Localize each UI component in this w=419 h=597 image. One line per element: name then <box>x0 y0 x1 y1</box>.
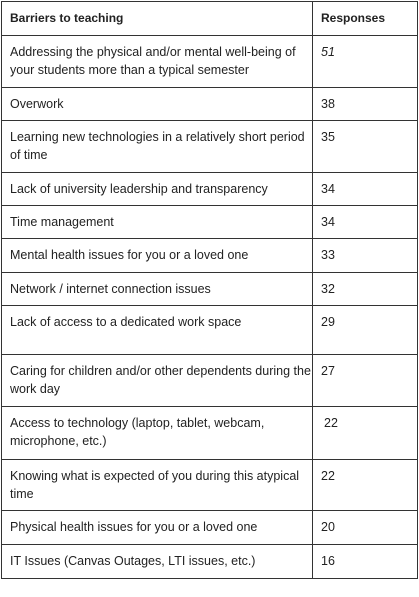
barriers-table <box>1 1 418 579</box>
responses-cell: 22 <box>313 460 418 511</box>
table-row <box>2 460 418 511</box>
barrier-cell: Physical health issues for you or a loved one <box>2 511 313 545</box>
table-row <box>2 355 418 407</box>
barrier-cell: Access to technology (laptop, tablet, webcam, microphone, etc.) <box>2 407 313 460</box>
table-row <box>2 173 418 206</box>
responses-cell: 33 <box>313 239 418 273</box>
table-row <box>2 511 418 545</box>
table-row <box>2 88 418 121</box>
barrier-cell: Lack of access to a dedicated work space <box>2 306 313 355</box>
table-row <box>2 121 418 173</box>
responses-cell: 51 <box>313 36 418 88</box>
table-row <box>2 206 418 239</box>
barrier-cell: Mental health issues for you or a loved one <box>2 239 313 273</box>
header-barriers: Barriers to teaching <box>2 2 313 36</box>
barrier-cell: Learning new technologies in a relatively short period of time <box>2 121 313 173</box>
barrier-cell: IT Issues (Canvas Outages, LTI issues, etc.) <box>2 545 313 579</box>
table-row <box>2 545 418 579</box>
responses-cell: 20 <box>313 511 418 545</box>
responses-cell: 38 <box>313 88 418 121</box>
barrier-cell: Addressing the physical and/or mental well-being of your students more than a typical semester <box>2 36 313 88</box>
responses-cell: 35 <box>313 121 418 173</box>
table-row <box>2 273 418 306</box>
table-row <box>2 239 418 273</box>
responses-cell: 34 <box>313 173 418 206</box>
table-row <box>2 407 418 460</box>
barrier-cell: Time management <box>2 206 313 239</box>
barrier-cell: Lack of university leadership and transparency <box>2 173 313 206</box>
header-row <box>2 2 418 36</box>
table-row <box>2 36 418 88</box>
header-responses: Responses <box>313 2 418 36</box>
responses-cell: 16 <box>313 545 418 579</box>
responses-cell: 32 <box>313 273 418 306</box>
responses-cell: 22 <box>313 407 418 460</box>
barrier-cell: Knowing what is expected of you during this atypical time <box>2 460 313 511</box>
barrier-cell: Overwork <box>2 88 313 121</box>
barrier-cell: Caring for children and/or other dependents during the work day <box>2 355 313 407</box>
barrier-cell: Network / internet connection issues <box>2 273 313 306</box>
responses-cell: 29 <box>313 306 418 355</box>
responses-cell: 34 <box>313 206 418 239</box>
table-row <box>2 306 418 355</box>
responses-cell: 27 <box>313 355 418 407</box>
